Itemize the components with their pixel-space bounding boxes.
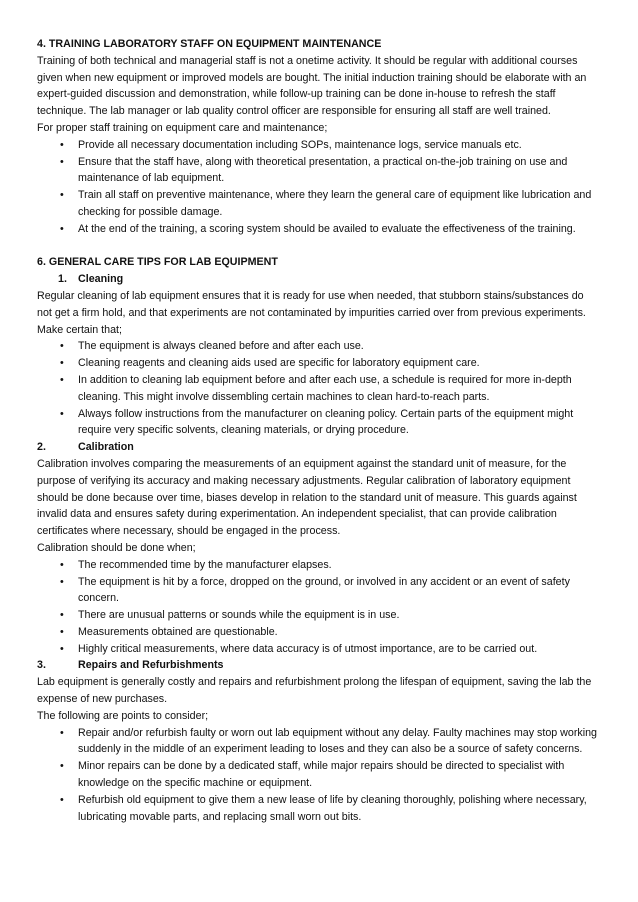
section-spacer (37, 238, 599, 255)
list-item: • Minor repairs can be done by a dedicated staff, while major repairs should be directed to specialist with knowledge on the specific machine or equipment. (37, 758, 599, 792)
list-item: • Train all staff on preventive maintenance, where they learn the general care of equipment like lubrication and checking for possible damage. (37, 187, 599, 221)
list-item: • Always follow instructions from the manufacturer on cleaning policy. Certain parts of the equipment might require very specific solvents, cleaning materials, or drying procedure. (37, 406, 599, 440)
list-item: • Repair and/or refurbish faulty or worn out lab equipment without any delay. Faulty machines may stop working suddenly in the middle of an experiment leading to loses and they can also be a source of safety concerns. (37, 725, 599, 759)
repairs-intro: The following are points to consider; (37, 709, 209, 722)
cleaning-subheading (37, 271, 599, 288)
list-item: • There are unusual patterns or sounds while the equipment is in use. (37, 607, 599, 624)
list-item: • Ensure that the staff have, along with theoretical presentation, a practical on-the-job training on use and maintenance of lab equipment. (37, 154, 599, 188)
list-item: • The recommended time by the manufacturer elapses. (37, 557, 599, 574)
repairs-subheading (37, 657, 599, 674)
calibration-intro: Calibration should be done when; (37, 541, 196, 554)
list-item: • In addition to cleaning lab equipment before and after each use, a schedule is required for more in-depth cleaning. This might involve dissembling certain machines to clean hard-to-reach parts. (37, 372, 599, 406)
calibration-number: 2. (37, 441, 46, 454)
list-item: • The equipment is always cleaned before and after each use. (37, 338, 599, 355)
list-item: • Provide all necessary documentation including SOPs, maintenance logs, service manuals etc. (37, 137, 599, 154)
list-item: • The equipment is hit by a force, dropped on the ground, or involved in any accident or an event of safety concern. (37, 574, 599, 608)
repairs-number: 3. (37, 659, 46, 672)
list-item: • At the end of the training, a scoring system should be availed to evaluate the effectiveness of the training. (37, 221, 599, 238)
section-6-heading: 6. GENERAL CARE TIPS FOR LAB EQUIPMENT (37, 256, 278, 269)
list-item: • Cleaning reagents and cleaning aids used are specific for laboratory equipment care. (37, 355, 599, 372)
list-item: • Refurbish old equipment to give them a new lease of life by cleaning thoroughly, polishing where necessary, lubricating movable parts, and replacing small worn out bits. (37, 792, 599, 826)
list-item: • Highly critical measurements, where data accuracy is of utmost importance, are to be carried out. (37, 641, 599, 658)
section-4-paragraph: Training of both technical and managerial staff is not a onetime activity. It should be regular with additional courses given when new equipment or improved models are bought. The initial induction training should be elaborate with an expert-guided discussion and demonstration, while follow-up training can be done in-house to refresh the staff technique. The lab manager or lab quality control officer are responsible for ensuring all staff are well trained. (37, 54, 587, 118)
section-4-heading: 4. TRAINING LABORATORY STAFF ON EQUIPMENT MAINTENANCE (37, 38, 382, 50)
calibration-title: Calibration (78, 441, 134, 454)
cleaning-bullet-list (37, 338, 599, 439)
repairs-title: Repairs and Refurbishments (78, 659, 224, 672)
calibration-subheading (37, 439, 599, 456)
cleaning-paragraph: Regular cleaning of lab equipment ensures that it is ready for use when needed, that stubborn stains/substances do not get a firm hold, and that experiments are not contaminated by impurities carried over from previous experiments. (37, 289, 586, 319)
cleaning-intro: Make certain that; (37, 323, 122, 336)
section-4-bullet-list (37, 137, 599, 238)
document-page (37, 36, 599, 825)
section-4-intro: For proper staff training on equipment care and maintenance; (37, 121, 328, 134)
cleaning-title: Cleaning (78, 273, 124, 286)
calibration-paragraph: Calibration involves comparing the measurements of an equipment against the standard unit of measure, for the purpose of verifying its accuracy and making necessary adjustments. Regular calibration of laboratory equipment should be done because over time, biases develop in relation to the standard unit of measure. This guards against invalid data and ensures safety during experimentation. An independent specialist, that can provide calibration certificates where necessary, should be engaged in the process. (37, 457, 577, 538)
calibration-bullet-list (37, 557, 599, 658)
list-item: • Measurements obtained are questionable. (37, 624, 599, 641)
cleaning-number: 1. (58, 273, 67, 286)
repairs-paragraph: Lab equipment is generally costly and repairs and refurbishment prolong the lifespan of equipment, saving the lab the expense of new purchases. (37, 676, 592, 706)
repairs-bullet-list (37, 725, 599, 826)
